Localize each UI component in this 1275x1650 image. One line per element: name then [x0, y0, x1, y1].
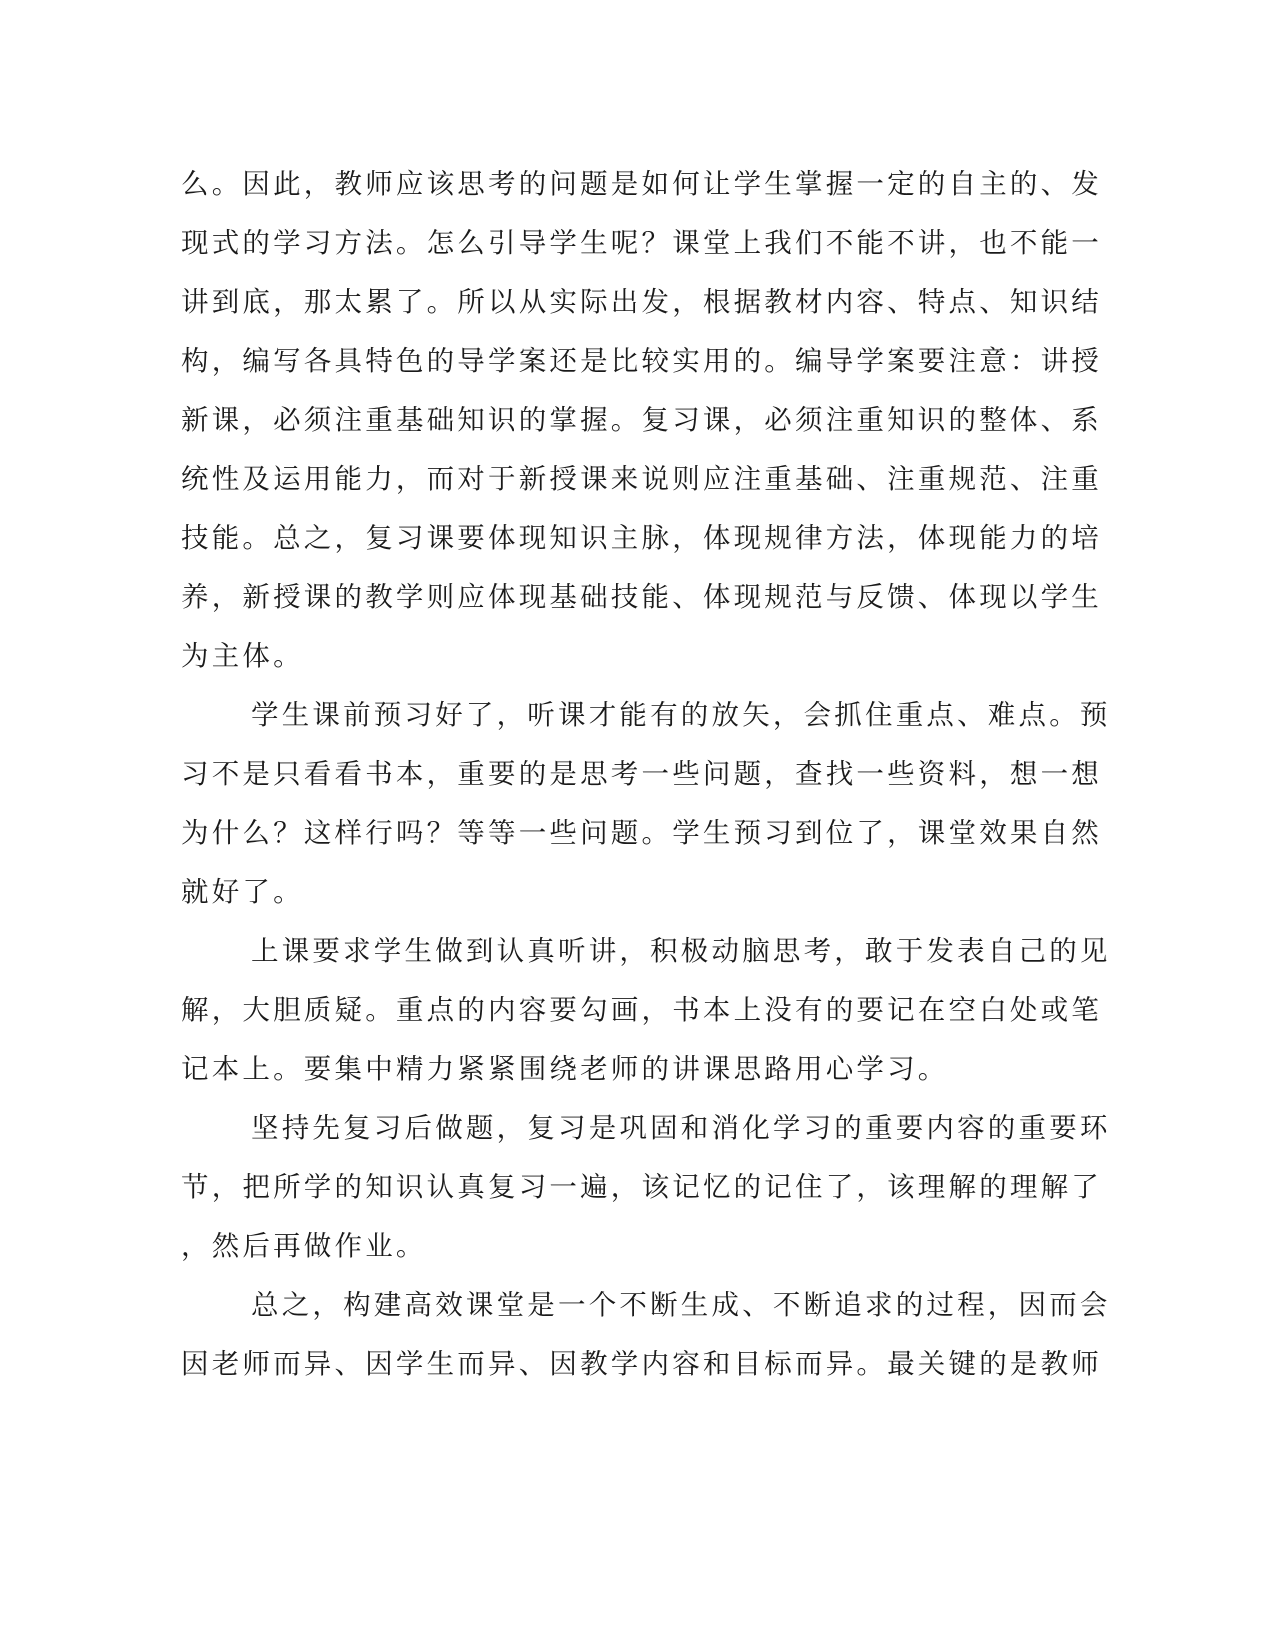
text-line: 解，大胆质疑。重点的内容要勾画，书本上没有的要记在空白处或笔 — [181, 994, 1102, 1026]
text-line: 为主体。 — [181, 640, 304, 672]
text-line: 总之，构建高效课堂是一个不断生成、不断追求的过程，因而会 — [251, 1289, 1111, 1321]
text-line: 技能。总之，复习课要体现知识主脉，体现规律方法，体现能力的培 — [181, 522, 1102, 554]
paragraph-3 — [181, 922, 1111, 1099]
text-line: 节，把所学的知识认真复习一遍，该记忆的记住了，该理解的理解了 — [181, 1171, 1102, 1203]
text-line: 上课要求学生做到认真听讲，积极动脑思考，敢于发表自己的见 — [251, 935, 1111, 967]
paragraph-5 — [181, 1276, 1111, 1394]
text-line: 因老师而异、因学生而异、因教学内容和目标而异。最关键的是教师 — [181, 1348, 1102, 1380]
text-line: 就好了。 — [181, 876, 304, 908]
text-line: 记本上。要集中精力紧紧围绕老师的讲课思路用心学习。 — [181, 1053, 949, 1085]
text-line: 习不是只看看书本，重要的是思考一些问题，查找一些资料，想一想 — [181, 758, 1102, 790]
paragraph-2 — [181, 686, 1111, 922]
text-line: 新课，必须注重基础知识的掌握。复习课，必须注重知识的整体、系 — [181, 404, 1102, 436]
text-line: 统性及运用能力，而对于新授课来说则应注重基础、注重规范、注重 — [181, 463, 1102, 495]
text-line: 构，编写各具特色的导学案还是比较实用的。编导学案要注意：讲授 — [181, 345, 1102, 377]
text-line: 现式的学习方法。怎么引导学生呢？课堂上我们不能不讲，也不能一 — [181, 227, 1102, 259]
document-body — [181, 155, 1111, 1394]
text-line: 讲到底，那太累了。所以从实际出发，根据教材内容、特点、知识结 — [181, 286, 1102, 318]
text-line: ，然后再做作业。 — [181, 1230, 427, 1262]
text-line: 养，新授课的教学则应体现基础技能、体现规范与反馈、体现以学生 — [181, 581, 1102, 613]
text-line: 学生课前预习好了，听课才能有的放矢，会抓住重点、难点。预 — [251, 699, 1111, 731]
text-line: 坚持先复习后做题，复习是巩固和消化学习的重要内容的重要环 — [251, 1112, 1111, 1144]
text-line: 么。因此，教师应该思考的问题是如何让学生掌握一定的自主的、发 — [181, 168, 1102, 200]
paragraph-1 — [181, 155, 1102, 686]
paragraph-4 — [181, 1099, 1111, 1276]
text-line: 为什么？这样行吗？等等一些问题。学生预习到位了，课堂效果自然 — [181, 817, 1102, 849]
